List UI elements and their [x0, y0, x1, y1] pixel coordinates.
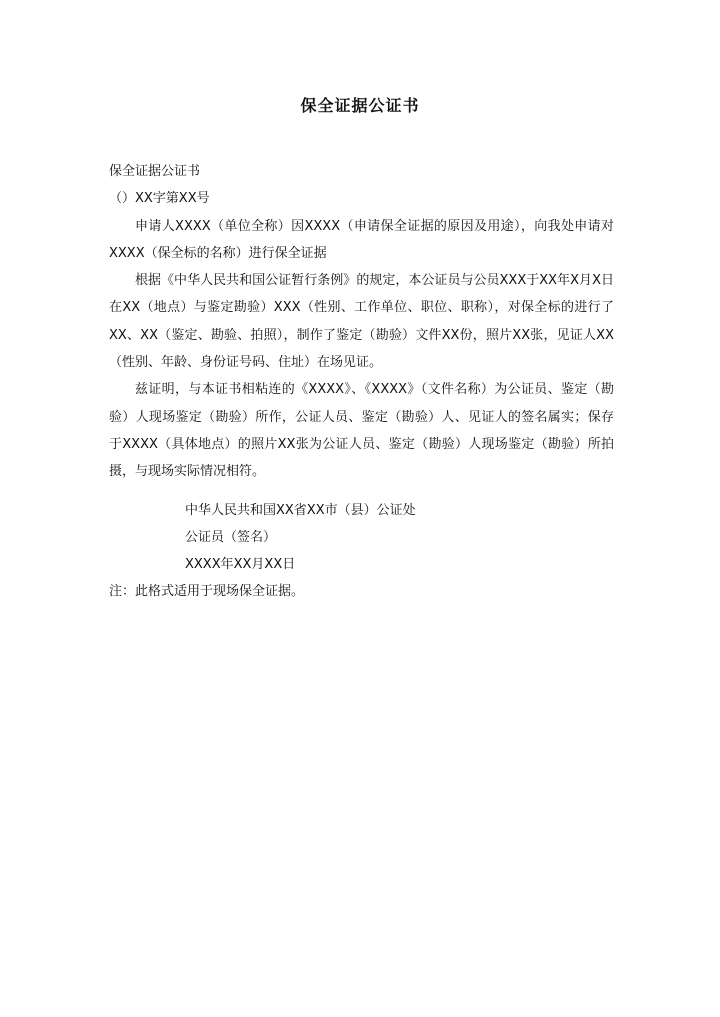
- document-note: 注：此格式适用于现场保全证据。: [109, 584, 305, 600]
- notary-signature: 公证员（签名）: [185, 529, 277, 545]
- document-number-line: （）XX字第XX号: [109, 191, 210, 207]
- document-title: 保全证据公证书: [300, 96, 420, 115]
- document-body: [109, 158, 614, 606]
- signature-block: [109, 497, 614, 579]
- notary-office: 中华人民共和国XX省XX市（县）公证处: [185, 502, 416, 518]
- paragraph-basis: 根据《中华人民共和国公证暂行条例》的规定，本公证员与公员XXX于XX年X月X日在XX（地点）与鉴定勘验）XXX（性别、工作单位、职位、职称），对保全标的进行了XX、XX（鉴定、勘验、拍照），制作了鉴定（勘验）文件XX份，照片XX张，见证人XX（性别、年龄、身份证号码、住址）在场见证。: [109, 273, 614, 371]
- paragraph-application: 申请人XXXX（单位全称）因XXXX（申请保全证据的原因及用途），向我处申请对XXXX（保全标的名称）进行保全证据: [109, 218, 614, 261]
- signature-date: XXXX年XX月XX日: [185, 557, 296, 573]
- document-subtitle: 保全证据公证书: [109, 164, 201, 179]
- paragraph-certification: 兹证明，与本证书相粘连的《XXXX》、《XXXX》（文件名称）为公证员、鉴定（勘验）人现场鉴定（勘验）所作，公证人员、鉴定（勘验）人、见证人的签名属实；保存于XXXX（具体地点）的照片XX张为公证人员、鉴定（勘验）人现场鉴定（勘验）所拍摄，与现场实际情况相符。: [109, 382, 614, 480]
